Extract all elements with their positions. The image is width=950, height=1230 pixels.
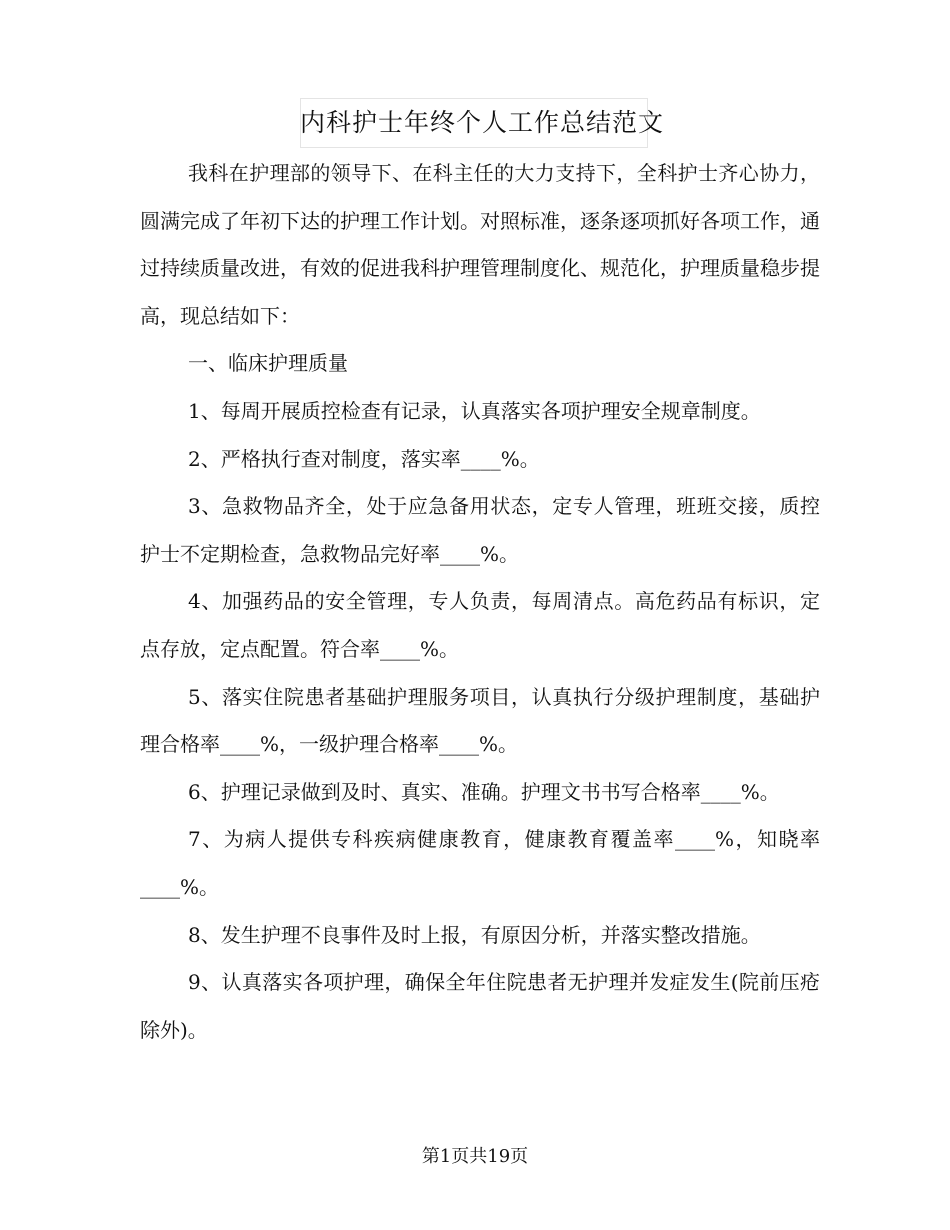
list-item: 4、加强药品的安全管理，专人负责，每周清点。高危药品有标识，定点存放，定点配置。符合率____%。 — [140, 589, 820, 661]
document-title: 内科护士年终个人工作总结范文 — [300, 108, 665, 137]
document-body — [140, 150, 820, 1054]
list-item: 5、落实住院患者基础护理服务项目，认真执行分级护理制度，基础护理合格率____%，一级护理合格率____%。 — [140, 684, 820, 757]
page-number: 第1页共19页 — [421, 1146, 529, 1167]
paragraph-intro: 我科在护理部的领导下、在科主任的大力支持下，全科护士齐心协力，圆满完成了年初下达的护理工作计划。对照标准，逐条逐项抓好各项工作，通过持续质量改进，有效的促进我科护理管理制度化、规范化，护理质量稳步提高，现总结如下： — [140, 161, 820, 328]
list-item: 8、发生护理不良事件及时上报，有原因分析，并落实整改措施。 — [188, 922, 761, 947]
section-heading: 一、临床护理质量 — [188, 351, 348, 376]
list-item: 3、急救物品齐全，处于应急备用状态，定专人管理，班班交接，质控护士不定期检查，急救物品完好率____%。 — [140, 494, 820, 566]
list-item: 9、认真落实各项护理，确保全年住院患者无护理并发症发生(院前压疮除外)。 — [140, 970, 820, 1042]
list-item: 7、为病人提供专科疾病健康教育，健康教育覆盖率____%，知晓率____%。 — [140, 827, 820, 899]
list-item: 2、严格执行查对制度，落实率____%。 — [188, 446, 540, 471]
list-item: 1、每周开展质控检查有记录，认真落实各项护理安全规章制度。 — [188, 398, 761, 423]
list-item: 6、护理记录做到及时、真实、准确。护理文书书写合格率____%。 — [188, 779, 780, 804]
